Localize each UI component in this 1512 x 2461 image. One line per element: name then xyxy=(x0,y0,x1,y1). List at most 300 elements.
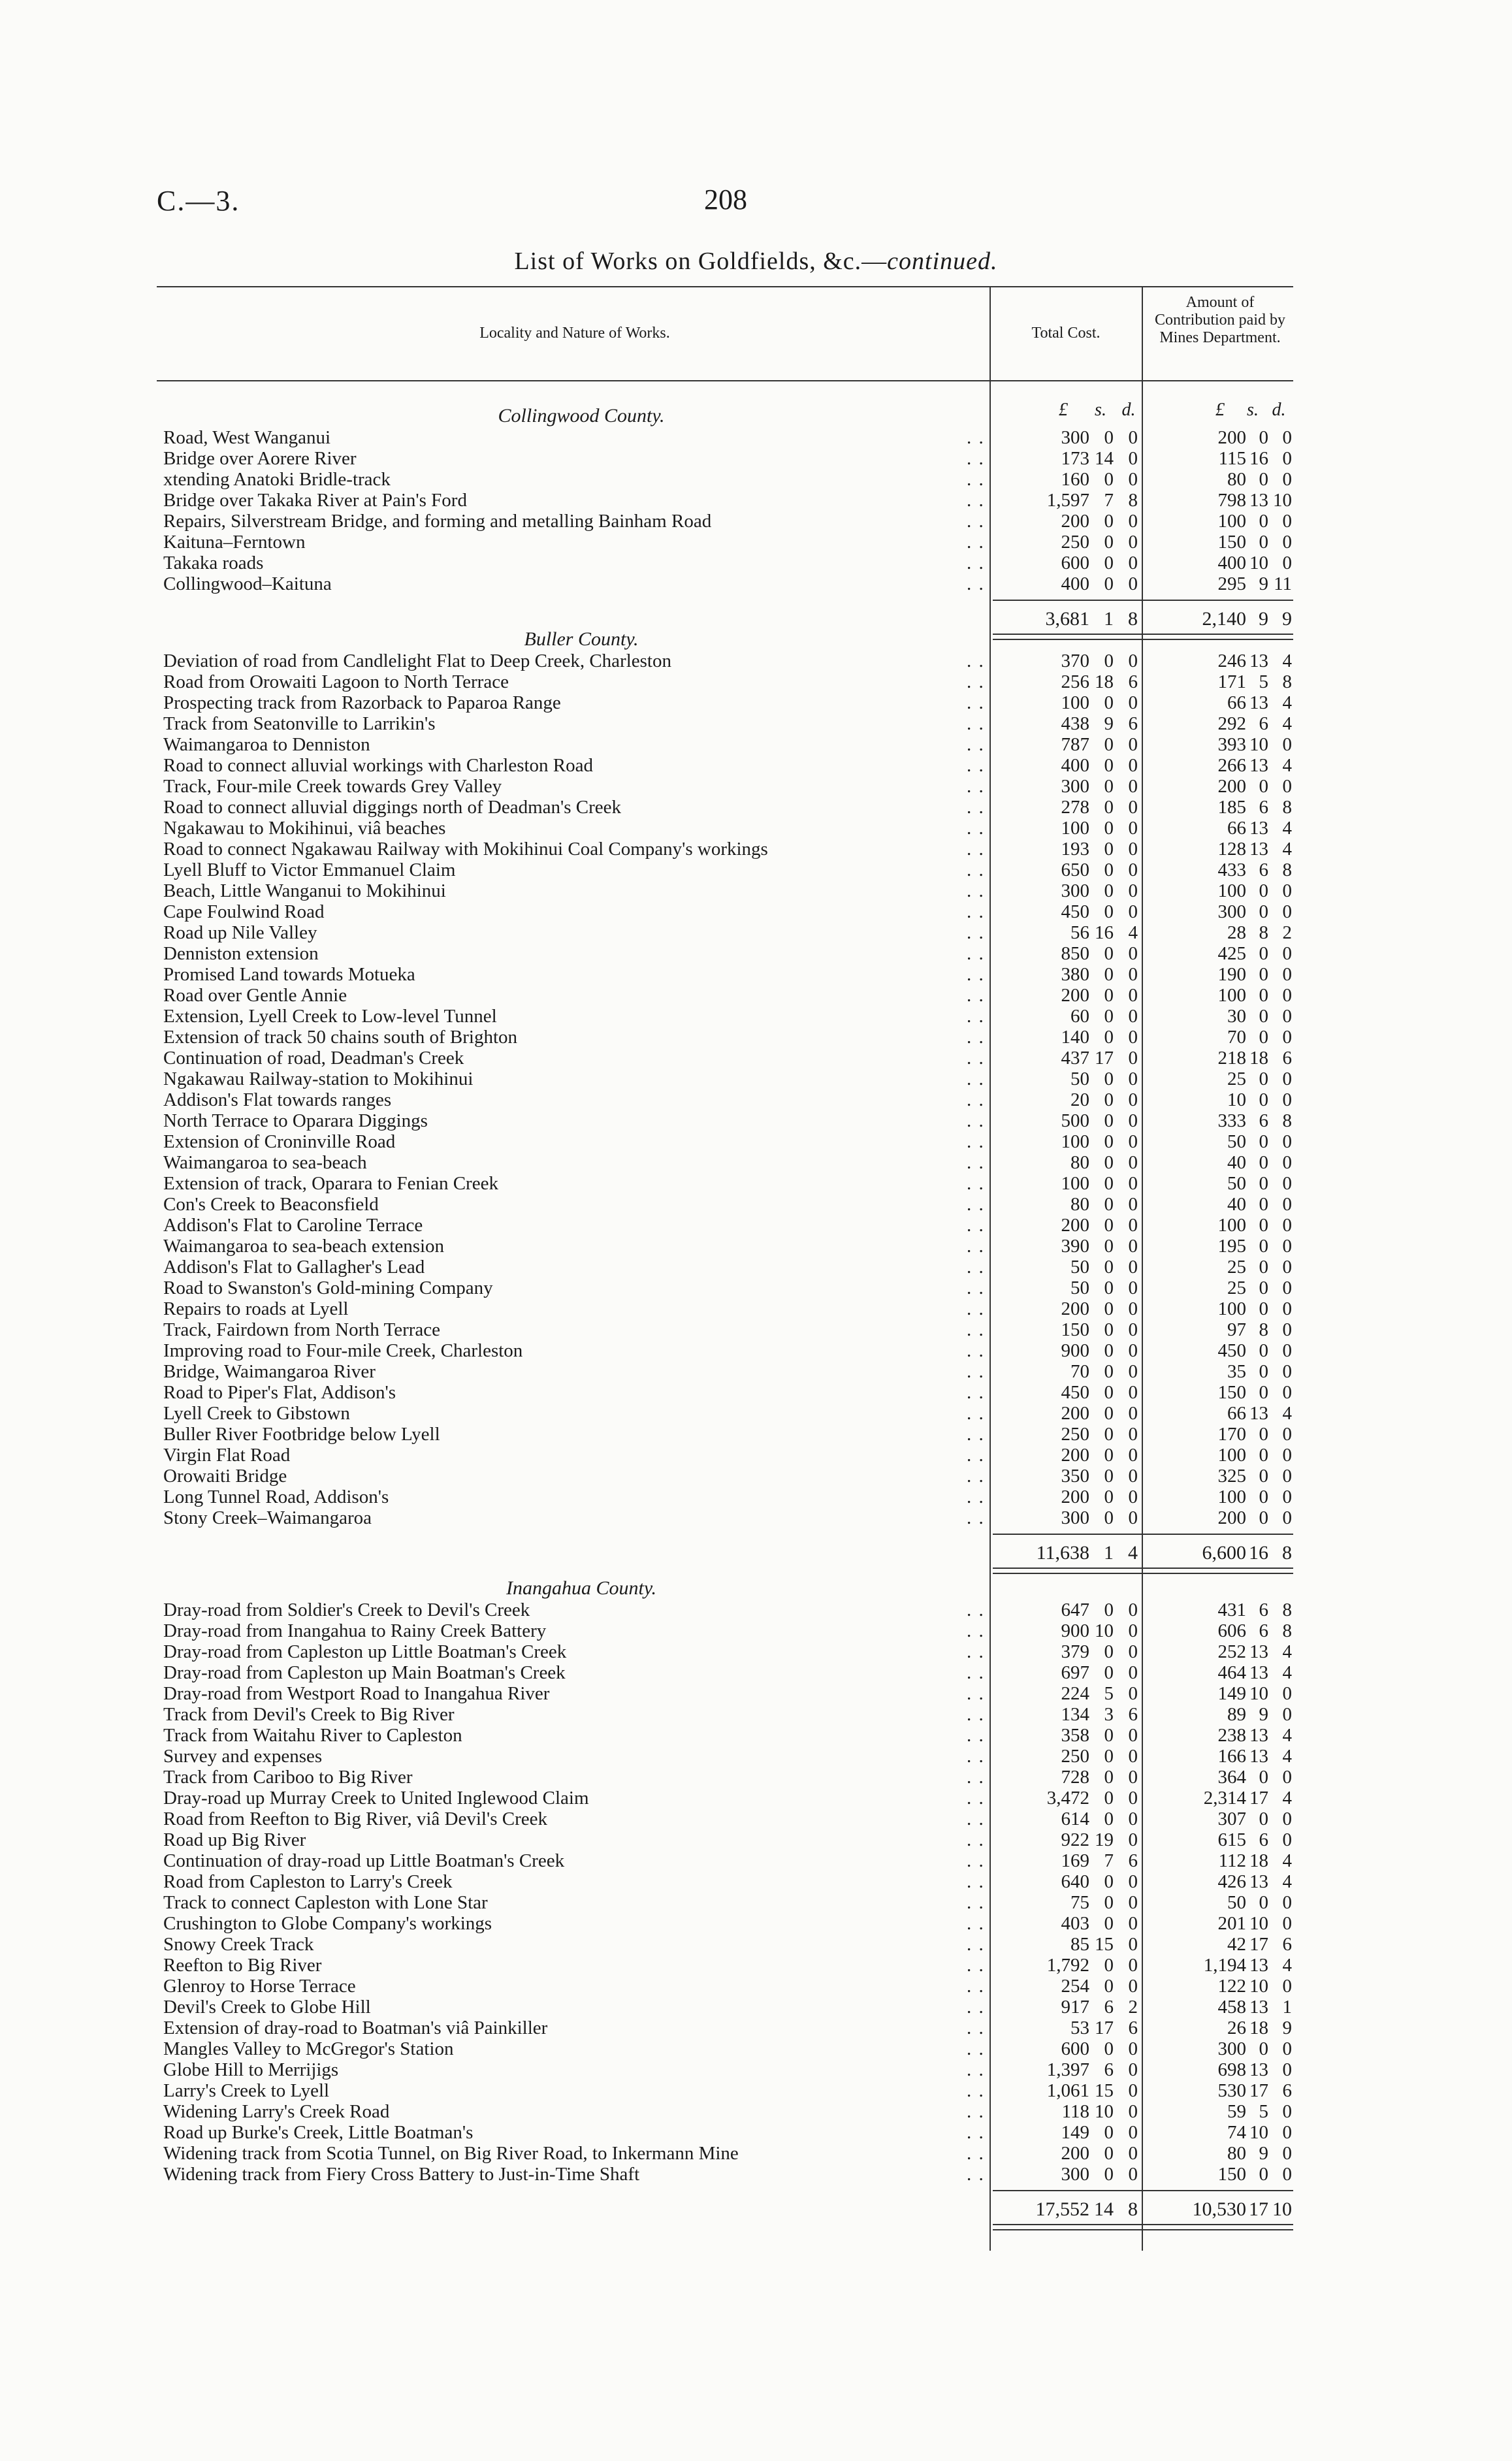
sum-total-shillings: 14 xyxy=(1094,2198,1114,2220)
contrib-pence: 0 xyxy=(1282,2122,1292,2143)
contrib-shillings: 18 xyxy=(1249,2018,1268,2038)
total-shillings: 0 xyxy=(1104,2164,1114,2185)
leader-dots: . . xyxy=(967,1215,985,1236)
total-pounds: 438 xyxy=(1061,713,1089,734)
work-name: Cape Foulwind Road xyxy=(163,901,325,922)
total-pounds: 1,061 xyxy=(1046,2080,1089,2101)
total-shillings: 10 xyxy=(1095,2101,1114,2122)
contrib-pounds: 300 xyxy=(1217,2038,1246,2059)
contrib-shillings: 0 xyxy=(1259,901,1268,922)
contrib-pence: 0 xyxy=(1282,1809,1292,1829)
contrib-pounds: 393 xyxy=(1217,734,1246,755)
contrib-shillings: 0 xyxy=(1259,880,1268,901)
leader-dots: . . xyxy=(967,671,985,692)
leader-dots: . . xyxy=(967,1403,985,1424)
total-shillings: 0 xyxy=(1104,1194,1114,1215)
contrib-shillings: 0 xyxy=(1259,1487,1268,1507)
total-pounds: 80 xyxy=(1070,1152,1089,1173)
table-row xyxy=(0,469,1512,490)
total-pounds: 254 xyxy=(1061,1976,1089,1997)
contrib-pounds: 606 xyxy=(1217,1620,1246,1641)
total-shillings: 0 xyxy=(1104,1507,1114,1528)
total-shillings: 0 xyxy=(1104,1027,1114,1048)
contrib-pounds: 100 xyxy=(1217,1215,1246,1236)
contrib-shillings: 10 xyxy=(1249,553,1268,573)
table-row xyxy=(0,1236,1512,1257)
total-pence: 0 xyxy=(1128,755,1138,776)
total-pence: 0 xyxy=(1128,1215,1138,1236)
total-pounds: 50 xyxy=(1070,1278,1089,1298)
total-pounds: 200 xyxy=(1061,1487,1089,1507)
leader-dots: . . xyxy=(967,1027,985,1048)
contrib-pounds: 89 xyxy=(1227,1704,1246,1725)
contrib-pounds: 122 xyxy=(1217,1976,1246,1997)
table-row xyxy=(0,1913,1512,1934)
contrib-shillings: 5 xyxy=(1259,2101,1268,2122)
total-shillings: 0 xyxy=(1104,1340,1114,1361)
table-row xyxy=(0,1725,1512,1746)
table-row xyxy=(0,2164,1512,2185)
leader-dots: . . xyxy=(967,734,985,755)
work-name: Extension of track 50 chains south of Brighton xyxy=(163,1027,518,1048)
table-row xyxy=(0,2143,1512,2164)
total-shillings: 0 xyxy=(1104,1746,1114,1767)
leader-dots: . . xyxy=(967,1424,985,1445)
contrib-pence: 0 xyxy=(1282,427,1292,448)
contrib-pounds: 185 xyxy=(1217,797,1246,818)
sum-contrib-pounds: 6,600 xyxy=(1202,1542,1246,1564)
total-pence: 0 xyxy=(1128,818,1138,839)
contrib-pounds: 170 xyxy=(1217,1424,1246,1445)
leader-dots: . . xyxy=(967,448,985,469)
work-name: Road, West Wanganui xyxy=(163,427,331,448)
sum-total-pounds: 11,638 xyxy=(1036,1542,1089,1564)
work-name: Addison's Flat to Caroline Terrace xyxy=(163,1215,423,1236)
leader-dots: . . xyxy=(967,860,985,880)
total-pounds: 697 xyxy=(1061,1662,1089,1683)
total-shillings: 0 xyxy=(1104,1892,1114,1913)
total-shillings: 0 xyxy=(1104,797,1114,818)
contrib-pounds: 190 xyxy=(1217,964,1246,985)
total-pounds: 250 xyxy=(1061,1424,1089,1445)
total-pence: 0 xyxy=(1128,985,1138,1006)
table-row xyxy=(0,2018,1512,2038)
total-pence: 2 xyxy=(1128,1997,1138,2018)
contrib-pence: 0 xyxy=(1282,1131,1292,1152)
work-name: Extension of dray-road to Boatman's viâ Painkiller xyxy=(163,2018,548,2038)
subtotal-rule xyxy=(993,2190,1293,2191)
contrib-pence: 10 xyxy=(1273,490,1292,511)
total-pence: 0 xyxy=(1128,776,1138,797)
contrib-pounds: 28 xyxy=(1227,922,1246,943)
total-pence: 0 xyxy=(1128,1955,1138,1976)
contrib-pence: 0 xyxy=(1282,1089,1292,1110)
contrib-shillings: 10 xyxy=(1249,2122,1268,2143)
work-name: Takaka roads xyxy=(163,553,264,573)
total-pounds: 224 xyxy=(1061,1683,1089,1704)
total-shillings: 16 xyxy=(1095,922,1114,943)
total-pence: 0 xyxy=(1128,692,1138,713)
sum-contrib-pounds: 2,140 xyxy=(1202,608,1246,630)
table-row xyxy=(0,797,1512,818)
total-pence: 0 xyxy=(1128,1089,1138,1110)
total-pence: 0 xyxy=(1128,1913,1138,1934)
total-pence: 0 xyxy=(1128,880,1138,901)
total-pence: 0 xyxy=(1128,1662,1138,1683)
contrib-pence: 0 xyxy=(1282,2059,1292,2080)
contrib-pounds: 100 xyxy=(1217,1298,1246,1319)
work-name: Road up Burke's Creek, Little Boatman's xyxy=(163,2122,474,2143)
total-pounds: 200 xyxy=(1061,985,1089,1006)
work-name: Addison's Flat to Gallagher's Lead xyxy=(163,1257,425,1278)
table-row xyxy=(0,713,1512,734)
contrib-pence: 4 xyxy=(1282,713,1292,734)
leader-dots: . . xyxy=(967,1913,985,1934)
total-shillings: 9 xyxy=(1104,713,1114,734)
total-pounds: 20 xyxy=(1070,1089,1089,1110)
total-pounds: 100 xyxy=(1061,1131,1089,1152)
contrib-pounds: 149 xyxy=(1217,1683,1246,1704)
total-pounds: 134 xyxy=(1061,1704,1089,1725)
total-shillings: 10 xyxy=(1095,1620,1114,1641)
contrib-pence: 0 xyxy=(1282,1173,1292,1194)
table-row xyxy=(0,448,1512,469)
leader-dots: . . xyxy=(967,1048,985,1069)
total-shillings: 0 xyxy=(1104,427,1114,448)
contrib-shillings: 0 xyxy=(1259,1298,1268,1319)
work-name: Reefton to Big River xyxy=(163,1955,322,1976)
contrib-pence: 0 xyxy=(1282,553,1292,573)
contrib-pence: 0 xyxy=(1282,1215,1292,1236)
work-name: North Terrace to Oparara Diggings xyxy=(163,1110,428,1131)
total-shillings: 0 xyxy=(1104,1767,1114,1788)
work-name: Addison's Flat towards ranges xyxy=(163,1089,392,1110)
table-row xyxy=(0,1424,1512,1445)
table-row xyxy=(0,2059,1512,2080)
table-row xyxy=(0,1257,1512,1278)
total-shillings: 0 xyxy=(1104,2122,1114,2143)
total-pence: 0 xyxy=(1128,1236,1138,1257)
work-name: Track from Cariboo to Big River xyxy=(163,1767,413,1788)
work-name: Track from Seatonville to Larrikin's xyxy=(163,713,436,734)
total-pence: 0 xyxy=(1128,1382,1138,1403)
total-shillings: 0 xyxy=(1104,1641,1114,1662)
leader-dots: . . xyxy=(967,1871,985,1892)
total-pounds: 60 xyxy=(1070,1006,1089,1027)
contrib-pence: 0 xyxy=(1282,1976,1292,1997)
work-name: Beach, Little Wanganui to Mokihinui xyxy=(163,880,446,901)
total-shillings: 5 xyxy=(1104,1683,1114,1704)
contrib-shillings: 0 xyxy=(1259,943,1268,964)
total-pence: 0 xyxy=(1128,469,1138,490)
contrib-pounds: 325 xyxy=(1217,1466,1246,1487)
leader-dots: . . xyxy=(967,1507,985,1528)
work-name: Dray-road from Inangahua to Rainy Creek Battery xyxy=(163,1620,547,1641)
contrib-pence: 4 xyxy=(1282,1850,1292,1871)
contrib-pence: 0 xyxy=(1282,1445,1292,1466)
contrib-shillings: 0 xyxy=(1259,1382,1268,1403)
total-shillings: 0 xyxy=(1104,818,1114,839)
total-pounds: 53 xyxy=(1070,2018,1089,2038)
contrib-pence: 0 xyxy=(1282,1152,1292,1173)
total-pence: 0 xyxy=(1128,1173,1138,1194)
total-pounds: 300 xyxy=(1061,427,1089,448)
work-name: Waimangaroa to sea-beach extension xyxy=(163,1236,445,1257)
leader-dots: . . xyxy=(967,1069,985,1089)
total-pounds: 56 xyxy=(1070,922,1089,943)
total-pence: 0 xyxy=(1128,1445,1138,1466)
total-pence: 0 xyxy=(1128,511,1138,532)
contrib-shillings: 6 xyxy=(1259,797,1268,818)
contrib-pence: 4 xyxy=(1282,1955,1292,1976)
contrib-shillings: 0 xyxy=(1259,532,1268,553)
leader-dots: . . xyxy=(967,1466,985,1487)
work-name: Orowaiti Bridge xyxy=(163,1466,287,1487)
leader-dots: . . xyxy=(967,511,985,532)
contrib-shillings: 0 xyxy=(1259,1215,1268,1236)
contrib-shillings: 10 xyxy=(1249,1976,1268,1997)
total-shillings: 7 xyxy=(1104,1850,1114,1871)
table-row xyxy=(0,880,1512,901)
contrib-pounds: 80 xyxy=(1227,2143,1246,2164)
total-shillings: 0 xyxy=(1104,839,1114,860)
total-shillings: 0 xyxy=(1104,1006,1114,1027)
total-pounds: 200 xyxy=(1061,1215,1089,1236)
work-name: Kaituna–Ferntown xyxy=(163,532,306,553)
total-shillings: 0 xyxy=(1104,1976,1114,1997)
work-name: Dray-road from Westport Road to Inangahua River xyxy=(163,1683,550,1704)
contrib-shillings: 0 xyxy=(1259,1767,1268,1788)
total-pence: 0 xyxy=(1128,1110,1138,1131)
contrib-shillings: 18 xyxy=(1249,1850,1268,1871)
contrib-pence: 8 xyxy=(1282,1110,1292,1131)
total-shillings: 0 xyxy=(1104,943,1114,964)
contrib-pence: 8 xyxy=(1282,1620,1292,1641)
work-name: xtending Anatoki Bridle-track xyxy=(163,469,391,490)
total-shillings: 0 xyxy=(1104,1215,1114,1236)
table-row xyxy=(0,1152,1512,1173)
work-name: Crushington to Globe Company's workings xyxy=(163,1913,492,1934)
table-row xyxy=(0,2122,1512,2143)
leader-dots: . . xyxy=(967,2038,985,2059)
total-pounds: 173 xyxy=(1061,448,1089,469)
contrib-pounds: 74 xyxy=(1227,2122,1246,2143)
total-pounds: 100 xyxy=(1061,1173,1089,1194)
total-double-rule xyxy=(993,634,1293,640)
total-shillings: 0 xyxy=(1104,755,1114,776)
total-pounds: 200 xyxy=(1061,2143,1089,2164)
contrib-pence: 0 xyxy=(1282,2143,1292,2164)
table-row xyxy=(0,1641,1512,1662)
contrib-shillings: 10 xyxy=(1249,734,1268,755)
total-pence: 6 xyxy=(1128,671,1138,692)
contrib-shillings: 0 xyxy=(1259,1131,1268,1152)
contrib-pounds: 200 xyxy=(1217,776,1246,797)
contrib-shillings: 8 xyxy=(1259,922,1268,943)
leader-dots: . . xyxy=(967,901,985,922)
contrib-shillings: 6 xyxy=(1259,860,1268,880)
contrib-pounds: 426 xyxy=(1217,1871,1246,1892)
sum-total-pence: 4 xyxy=(1128,1542,1138,1564)
total-shillings: 0 xyxy=(1104,1424,1114,1445)
total-shillings: 0 xyxy=(1104,1257,1114,1278)
contrib-pence: 0 xyxy=(1282,2038,1292,2059)
contrib-shillings: 0 xyxy=(1259,1069,1268,1089)
contrib-shillings: 8 xyxy=(1259,1319,1268,1340)
table-row xyxy=(0,1194,1512,1215)
table-row xyxy=(0,553,1512,573)
total-pence: 0 xyxy=(1128,1340,1138,1361)
work-name: Track, Fairdown from North Terrace xyxy=(163,1319,440,1340)
table-row xyxy=(0,1507,1512,1528)
contrib-pounds: 25 xyxy=(1227,1257,1246,1278)
work-name: Road from Reefton to Big River, viâ Devil's Creek xyxy=(163,1809,547,1829)
sum-total-pounds: 3,681 xyxy=(1045,608,1089,630)
total-pence: 0 xyxy=(1128,1725,1138,1746)
contrib-shillings: 6 xyxy=(1259,1600,1268,1620)
contrib-pence: 0 xyxy=(1282,1257,1292,1278)
contrib-pounds: 100 xyxy=(1217,880,1246,901)
total-pounds: 600 xyxy=(1061,553,1089,573)
table-row xyxy=(0,1746,1512,1767)
table-row xyxy=(0,1215,1512,1236)
work-name: Bridge over Aorere River xyxy=(163,448,357,469)
work-name: Track to connect Capleston with Lone Star xyxy=(163,1892,488,1913)
total-pence: 0 xyxy=(1128,1767,1138,1788)
total-pence: 0 xyxy=(1128,1424,1138,1445)
total-shillings: 0 xyxy=(1104,511,1114,532)
total-pence: 0 xyxy=(1128,1152,1138,1173)
table-row xyxy=(0,1620,1512,1641)
total-pence: 6 xyxy=(1128,1850,1138,1871)
work-name: Road to connect Ngakawau Railway with Mokihinui Coal Company's workings xyxy=(163,839,768,860)
contrib-pounds: 100 xyxy=(1217,1487,1246,1507)
total-pounds: 350 xyxy=(1061,1466,1089,1487)
contrib-pounds: 80 xyxy=(1227,469,1246,490)
contrib-pence: 2 xyxy=(1282,922,1292,943)
total-pounds: 75 xyxy=(1070,1892,1089,1913)
total-shillings: 0 xyxy=(1104,1403,1114,1424)
leader-dots: . . xyxy=(967,2101,985,2122)
contrib-shillings: 0 xyxy=(1259,2164,1268,2185)
table-row xyxy=(0,692,1512,713)
total-shillings: 19 xyxy=(1095,1829,1114,1850)
leader-dots: . . xyxy=(967,776,985,797)
total-pounds: 300 xyxy=(1061,776,1089,797)
contrib-pence: 0 xyxy=(1282,1507,1292,1528)
leader-dots: . . xyxy=(967,880,985,901)
table-row xyxy=(0,1173,1512,1194)
leader-dots: . . xyxy=(967,1934,985,1955)
contrib-pounds: 307 xyxy=(1217,1809,1246,1829)
total-shillings: 0 xyxy=(1104,1788,1114,1809)
contrib-pence: 0 xyxy=(1282,1027,1292,1048)
contrib-shillings: 13 xyxy=(1249,1997,1268,2018)
table-row xyxy=(0,1319,1512,1340)
contrib-pence: 0 xyxy=(1282,985,1292,1006)
sum-total-pence: 8 xyxy=(1128,608,1138,630)
total-pence: 0 xyxy=(1128,651,1138,671)
contrib-shillings: 13 xyxy=(1249,1725,1268,1746)
total-shillings: 0 xyxy=(1104,1278,1114,1298)
work-name: Stony Creek–Waimangaroa xyxy=(163,1507,372,1528)
total-shillings: 0 xyxy=(1104,1600,1114,1620)
total-pence: 0 xyxy=(1128,553,1138,573)
table-row xyxy=(0,2101,1512,2122)
contrib-shillings: 13 xyxy=(1249,1871,1268,1892)
contrib-shillings: 10 xyxy=(1249,1913,1268,1934)
contrib-pounds: 266 xyxy=(1217,755,1246,776)
contrib-pence: 6 xyxy=(1282,1048,1292,1069)
total-pounds: 900 xyxy=(1061,1340,1089,1361)
total-pence: 0 xyxy=(1128,1487,1138,1507)
total-pounds: 450 xyxy=(1061,1382,1089,1403)
contrib-pounds: 50 xyxy=(1227,1131,1246,1152)
contrib-pence: 6 xyxy=(1282,1934,1292,1955)
total-pence: 0 xyxy=(1128,1006,1138,1027)
total-pounds: 160 xyxy=(1061,469,1089,490)
contrib-pounds: 59 xyxy=(1227,2101,1246,2122)
contrib-pence: 0 xyxy=(1282,1361,1292,1382)
work-name: Continuation of dray-road up Little Boatman's Creek xyxy=(163,1850,565,1871)
contrib-pounds: 530 xyxy=(1217,2080,1246,2101)
sum-total-shillings: 1 xyxy=(1104,608,1114,630)
table-row xyxy=(0,1089,1512,1110)
table-row xyxy=(0,1704,1512,1725)
table-row xyxy=(0,1871,1512,1892)
work-name: Virgin Flat Road xyxy=(163,1445,291,1466)
total-pence: 0 xyxy=(1128,2101,1138,2122)
total-pounds: 728 xyxy=(1061,1767,1089,1788)
total-shillings: 0 xyxy=(1104,553,1114,573)
section-total-row xyxy=(0,2198,1512,2221)
contrib-shillings: 13 xyxy=(1249,1746,1268,1767)
contrib-pence: 0 xyxy=(1282,1298,1292,1319)
contrib-shillings: 13 xyxy=(1249,839,1268,860)
total-pence: 0 xyxy=(1128,1027,1138,1048)
table-row xyxy=(0,1298,1512,1319)
leader-dots: . . xyxy=(967,1829,985,1850)
table-row xyxy=(0,943,1512,964)
table-row xyxy=(0,1027,1512,1048)
total-pence: 0 xyxy=(1128,1871,1138,1892)
total-pence: 0 xyxy=(1128,901,1138,922)
contrib-pounds: 97 xyxy=(1227,1319,1246,1340)
contrib-pounds: 30 xyxy=(1227,1006,1246,1027)
county-heading: Inangahua County. xyxy=(506,1577,656,1599)
contrib-pence: 8 xyxy=(1282,1600,1292,1620)
work-name: Widening track from Fiery Cross Battery to Just-in-Time Shaft xyxy=(163,2164,640,2185)
title-continued: continued. xyxy=(887,248,998,275)
leader-dots: . . xyxy=(967,469,985,490)
work-name: Dray-road from Soldier's Creek to Devil's Creek xyxy=(163,1600,530,1620)
contrib-pence: 0 xyxy=(1282,1892,1292,1913)
total-pounds: 1,397 xyxy=(1046,2059,1089,2080)
table-row xyxy=(0,490,1512,511)
total-pounds: 650 xyxy=(1061,860,1089,880)
contrib-pence: 0 xyxy=(1282,2164,1292,2185)
table-row xyxy=(0,1278,1512,1298)
contrib-pounds: 66 xyxy=(1227,692,1246,713)
total-pence: 0 xyxy=(1128,1298,1138,1319)
contrib-shillings: 6 xyxy=(1259,1620,1268,1641)
leader-dots: . . xyxy=(967,839,985,860)
table-row xyxy=(0,901,1512,922)
contrib-shillings: 0 xyxy=(1259,1152,1268,1173)
work-name: Extension, Lyell Creek to Low-level Tunnel xyxy=(163,1006,497,1027)
total-pounds: 380 xyxy=(1061,964,1089,985)
work-name: Glenroy to Horse Terrace xyxy=(163,1976,356,1997)
